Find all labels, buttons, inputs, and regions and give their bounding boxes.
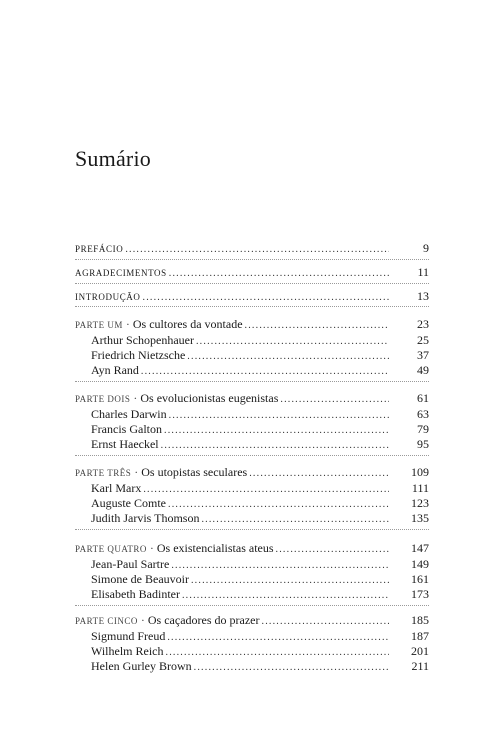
part-label: PARTE TRÊS [75, 468, 132, 478]
chapter-title: Simone de Beauvoir [91, 572, 189, 586]
toc-page-number: 95 [417, 437, 429, 451]
divider [75, 381, 429, 382]
part-title: Os utopistas seculares [141, 465, 248, 479]
toc-part-heading[interactable] [75, 464, 429, 480]
toc-chapter-entry[interactable] [75, 643, 429, 659]
page-title: Sumário [75, 146, 151, 171]
toc-chapter-entry[interactable] [75, 421, 429, 437]
toc-page-number: 23 [417, 317, 429, 331]
toc-part-label-group [75, 316, 243, 333]
toc-page-number: 9 [423, 241, 429, 255]
leader-dots [141, 364, 389, 380]
toc-chapter-entry[interactable] [75, 510, 429, 526]
separator: · [140, 613, 145, 627]
toc-page-number: 135 [411, 511, 429, 525]
toc-page-number: 147 [411, 541, 429, 555]
part-label: PARTE DOIS [75, 394, 131, 404]
chapter-title: Friedrich Nietzsche [91, 348, 186, 362]
toc-chapter-entry[interactable] [75, 347, 429, 363]
toc-chapter-entry[interactable] [75, 332, 429, 348]
leader-dots [161, 438, 389, 454]
toc-chapter-entry[interactable] [75, 406, 429, 422]
toc-chapter-entry[interactable] [75, 571, 429, 587]
toc-part-heading[interactable] [75, 612, 429, 628]
part-title: Os existencialistas ateus [156, 541, 274, 555]
separator: · [125, 317, 130, 331]
toc-chapter-entry[interactable] [75, 556, 429, 572]
toc-entry-agradecimentos[interactable] [75, 264, 429, 280]
toc-page-number: 25 [417, 333, 429, 347]
divider [75, 259, 429, 260]
chapter-title: Sigmund Freud [91, 629, 166, 643]
toc-entry-prefacio[interactable] [75, 240, 429, 256]
separator: · [133, 391, 138, 405]
divider [75, 529, 429, 530]
toc-chapter-entry[interactable] [75, 480, 429, 496]
divider [75, 455, 429, 456]
toc-chapter-entry[interactable] [75, 628, 429, 644]
chapter-title: Judith Jarvis Thomson [91, 511, 200, 525]
toc-page-number: 185 [411, 613, 429, 627]
toc-part-label-group [75, 390, 278, 407]
chapter-title: Karl Marx [91, 481, 142, 495]
toc-page-number: 63 [417, 407, 429, 421]
part-label: PARTE QUATRO [75, 544, 147, 554]
toc-chapter-entry[interactable] [75, 495, 429, 511]
divider [75, 283, 429, 284]
toc-page-number: 111 [411, 481, 429, 495]
toc-part-heading[interactable] [75, 316, 429, 332]
toc-part-heading[interactable] [75, 540, 429, 556]
toc-page-number: 201 [411, 644, 429, 658]
leader-dots [125, 242, 389, 258]
toc-part-label-group [75, 612, 260, 629]
toc-page-number: 11 [417, 265, 429, 279]
toc-page-number: 13 [417, 289, 429, 303]
toc-page-number: 37 [417, 348, 429, 362]
toc-part-heading[interactable] [75, 390, 429, 406]
chapter-title: Ayn Rand [91, 363, 139, 377]
leader-dots [201, 512, 389, 528]
separator: · [149, 541, 154, 555]
chapter-title: Wilhelm Reich [91, 644, 164, 658]
part-label: PARTE UM [75, 320, 123, 330]
toc-part-label-group [75, 464, 247, 481]
part-title: Os evolucionistas eugenistas [140, 391, 279, 405]
toc-page-number: 61 [417, 391, 429, 405]
leader-dots [143, 290, 390, 306]
toc-page-number: 161 [411, 572, 429, 586]
chapter-title: Helen Gurley Brown [91, 659, 192, 673]
chapter-title: Arthur Schopenhauer [91, 333, 194, 347]
toc-part-label-group [75, 540, 274, 557]
chapter-title: Elisabeth Badinter [91, 587, 180, 601]
part-title: Os caçadores do prazer [147, 613, 260, 627]
toc-chapter-entry[interactable] [75, 658, 429, 674]
toc-page-number: 123 [411, 496, 429, 510]
part-label: PARTE CINCO [75, 616, 138, 626]
toc-page-number: 211 [411, 659, 429, 673]
leader-dots [169, 266, 389, 282]
leader-dots [182, 588, 389, 604]
toc-entry-introducao[interactable] [75, 288, 429, 304]
separator: · [134, 465, 139, 479]
toc-entry-label: INTRODUÇÃO [75, 292, 141, 302]
chapter-title: Ernst Haeckel [91, 437, 159, 451]
toc-entry-label: AGRADECIMENTOS [75, 268, 167, 278]
leader-dots [194, 660, 389, 676]
toc-page-number: 173 [411, 587, 429, 601]
toc-page-number: 79 [417, 422, 429, 436]
divider [75, 605, 429, 606]
chapter-title: Auguste Comte [91, 496, 166, 510]
toc-entry-label: PREFÁCIO [75, 244, 124, 254]
part-title: Os cultores da vontade [132, 317, 243, 331]
toc-page-number: 49 [417, 363, 429, 377]
toc-chapter-entry[interactable] [75, 586, 429, 602]
chapter-title: Francis Galton [91, 422, 162, 436]
toc-page-number: 187 [411, 629, 429, 643]
chapter-title: Charles Darwin [91, 407, 167, 421]
chapter-title: Jean-Paul Sartre [91, 557, 170, 571]
toc-page-number: 149 [411, 557, 429, 571]
toc-page-number: 109 [411, 465, 429, 479]
table-of-contents [75, 0, 429, 753]
divider [75, 306, 429, 307]
toc-chapter-entry[interactable] [75, 436, 429, 452]
toc-chapter-entry[interactable] [75, 362, 429, 378]
